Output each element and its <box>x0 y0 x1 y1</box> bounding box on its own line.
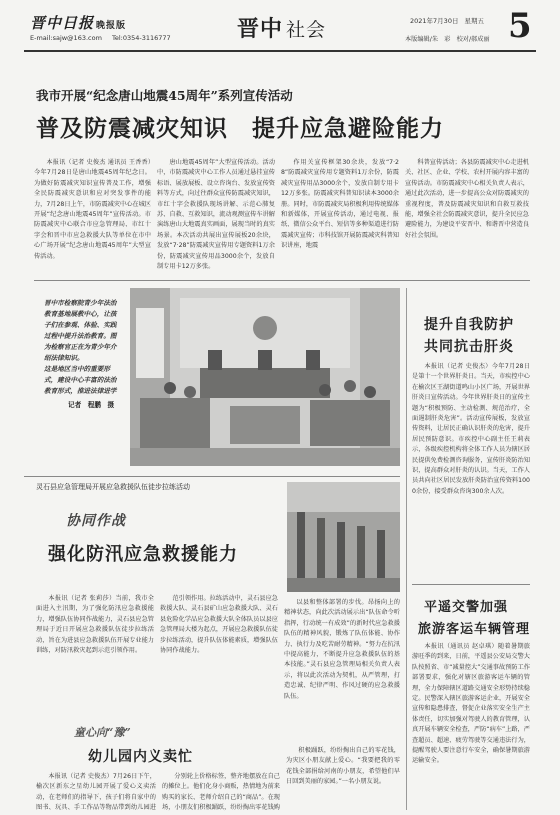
section-title-main: 晋中 <box>237 16 284 42</box>
transport-body <box>412 642 530 812</box>
page-number-text: 5 <box>508 6 532 46</box>
email-text: E-mail:sajw@163.com <box>30 34 102 42</box>
lead-column-2 <box>157 158 275 272</box>
hepatitis-body <box>412 362 530 544</box>
kindergarten-column-2-text: 分别轮上价格标签，整齐地摆放在自己的摊位上。他们化身小商贩，热情地为前来购买的家长、老师介绍自己的“商品”。在现场，小朋友们积极踊跃，纷纷掏出零花钱购 <box>162 773 280 812</box>
transport-body-text: 本报讯（通讯员 赵卓琪）随着暑期旅游旺季的到来，日前，平遥县公安局交警大队按照省、市“减量控大”交通事故预防工作部署要求，强化对辖区旅游客运车辆的管理，全力保障辖区道路交通安全形势持续稳定。民警深入辖区旅游客运企业，开展安全宣传和隐患排查，督促企业落实安全生产主体责任，切实加强对驾驶人的教育管理，认真开展车辆安全检查，严防“病车”上路，严查超员、超速、疲劳驾驶等交通违法行为，提醒驾驶人要注意行车安全，确保暑期旅游运输安全。 <box>412 643 530 765</box>
courtroom-photo-illustration <box>130 288 400 466</box>
contact-line <box>30 34 171 42</box>
lead-column-4-text: 科普宣传活动；各县防震减灾中心走进机关、社区、企业、学校、农村开展内容丰富的宣传活动。市防震减灾中心相关负责人表示，通过此次活动，进一步提高公众对防震减灾的重视程度，普及防震减灾知识和自救互救技能，增强全社会防震减灾意识，提升全民应急避险能力，为建设平安晋中、和谐晋中营造良好社会氛围。 <box>405 159 529 239</box>
flood-column-2-text: 范引领作用。拉练活动中，灵石县应急救援大队、灵石县矿山应急救援大队、灵石县危险化学品应急救援大队全体队员以县应急管理局大楼为起点，开展应急救援队伍徒步拉练活动，提升队伍体能素质，增强队伍协同作战能力。 <box>160 595 278 655</box>
date-line <box>410 16 484 25</box>
masthead-rule <box>24 50 536 52</box>
hepatitis-body-text: 本报讯（记者 史俊杰）今年7月28日是第十一个世界肝炎日。当天，市疾控中心在榆次区王湖街道鸣山小区广场，开展世界肝炎日宣传活动。今年世界肝炎日的宣传主题为“积极预防、主动检测、规范治疗，全面遏制肝炎危害”。活动宣传展板，发放宣传资料，让居民正确认识肝炎的危害，提升居民预防意识。市疾控中心副主任王莉表示，各级疾控机构将全体工作人员为辖区居民提供免费检测咨询服务，宣传肝炎防治知识，提高群众对肝炎的认识。当天，工作人员共向社区居民发放肝炎防治宣传资料1000余份，接受群众咨询300余人次。 <box>412 363 530 495</box>
kindergarten-column-2 <box>162 772 280 812</box>
kindergarten-column-1-text: 本报讯（记者 史俊杰）7月26日下午，榆次区新东之星幼儿园开展了爱心义卖活动，在老师们的指导下，孩子们将自家中的图书、玩具、手工作品等物品带到幼儿园进 <box>36 773 156 812</box>
flood-photo-caption: 灵石县应急管理局开展应急救援队伍徒步拉练活动 <box>36 483 190 491</box>
weekday-text: 星期五 <box>464 17 485 25</box>
edition-label: 晚报版 <box>96 21 127 31</box>
photo-caption-text-2: 这是地区当中的重要形式，建设中心丰富的法治教育形式，推进法律进学 <box>44 365 117 395</box>
flood-column-2 <box>160 594 278 766</box>
flood-column-1-text: 本报讯（记者 张莉莎）当前，我市全面进入主汛期，为了强化防汛应急救援能力，增强队伍协同作战能力，灵石县应急管理局于近日开展应急救援队伍徒步拉练活动，旨在为进县应急救援队伍开展专业能力训练，对防汛救灾起到示范引领作用。 <box>36 595 154 655</box>
paper-logo <box>30 12 126 33</box>
photo-caption-box <box>44 298 122 458</box>
lead-kicker: 我市开展“纪念唐山地震45周年”系列宣传活动 <box>36 88 293 103</box>
editors-line <box>405 34 490 43</box>
lead-column-2-text: 唐山地震45周年”大型宣传活动。活动中，市防震减灾中心工作人员通过悬挂宣传标语、展放展板、设立咨询台、发放宣传资料等方式，向过往群众宣传防震减灾知识，市红十字会救援队现场讲解、示范心肺复苏、自救、互救知识，流动观测宣传车讲解演练唐山大地震真实画面，展现当时的真实场景。本次活动共展出宣传展板20余块，发放“7·28”防震减灾宣传用专题资料1万余份，防震减灾宣传用品3000余个，发放自制专用卡12万多张。 <box>157 159 275 271</box>
right-section-rule <box>412 584 530 585</box>
transport-headline-2: 旅游客运车辆管理 <box>418 622 531 637</box>
hepatitis-headline-1: 提升自我防护 <box>424 317 514 333</box>
hepatitis-headline-2: 共同抗击肝炎 <box>424 339 514 355</box>
editors-text: 本版编辑/朱 彩 校对/郝成丽 <box>405 36 490 43</box>
lead-column-4 <box>405 158 529 272</box>
section-title-sub: 社会 <box>286 19 327 41</box>
flood-kicker: 协同作战 <box>66 513 126 529</box>
courtroom-photo <box>130 288 400 466</box>
kindergarten-column-3-text: 积极踊跃，纷纷掏出自己的零花钱，为灾区小朋友献上爱心。“我要把我的零花钱全部捐给河南的小朋友，希望他们早日回到美丽的家园。”一名小朋友说。 <box>286 747 400 786</box>
page-number <box>508 6 532 46</box>
lead-column-3 <box>281 158 399 272</box>
right-column-divider <box>406 288 407 810</box>
masthead <box>0 0 560 66</box>
flood-photo-illustration <box>287 482 400 592</box>
flood-column-3-text: 以县和整体部署的步伐。昂扬向上的精神状态，向此次活动展示出“队伍命令听指挥，行动统一有成效”的新时代应急救援队伍的精神风貌，锻炼了队伍体能、协作力、执行力及吃苦耐劳精神。“努力在抗汛中提高能力，不断提升应急救援队伍的基本技能。”灵石县应急管理局相关负责人表示，将以此次活动为契机，从严管理，打造忠诚、纪律严明、作风过硬的应急救援队伍。 <box>284 599 400 700</box>
tel-text: Tel:0354-3116777 <box>112 34 171 42</box>
lead-headline: 普及防震减灾知识 提升应急避险能力 <box>36 115 444 142</box>
lead-column-3-text: 作用关宣传框架30余块，发放“7·28”防震减灾宣传用专题资料1万余份，防震减灾宣传用品3000余个，发放自制专用卡12万多张。防震减灾科普知识读本3000余册。同时，市防震减灾局积极利用传统媒体和新媒体，开展宣传活动，通过电视、报纸、微信公众平台、短信等多种渠道进行防震减灾宣传；市科技馆开展防震减灾科普知识讲座，地震 <box>281 159 399 250</box>
kindergarten-column-1 <box>36 772 156 812</box>
lead-column-1 <box>34 158 151 272</box>
kindergarten-column-3 <box>286 746 400 812</box>
date-text: 2021年7月30日 <box>410 17 459 25</box>
left-section-rule <box>24 476 400 477</box>
kindergarten-kicker: 童心向“豫” <box>74 726 131 739</box>
paper-logo-text: 晋中日报 <box>30 14 95 32</box>
transport-headline-1: 平遥交警加强 <box>424 600 509 615</box>
flood-column-3 <box>284 598 400 766</box>
photo-credit: 记者 程鹏 摄 <box>68 401 115 409</box>
flood-headline: 强化防汛应急救援能力 <box>48 544 238 565</box>
kindergarten-headline: 幼儿园内义卖忙 <box>88 749 193 765</box>
lead-bottom-rule <box>34 280 530 281</box>
photo-caption-text-1: 晋中市检察院青少年法治教育基地展教中心，让孩子们在参观、体验、实践过程中提升法治教育。图为检察官正在为青少年介绍法律知识。 <box>44 299 117 362</box>
lead-column-1-text: 本报讯（记者 史俊杰 通讯员 王香香）今年7月28日是唐山地震45周年纪念日。为做好防震减灾知识宣传普及工作，增强全民防震减灾意识和应对突发事件的能力，7月28日上午，市防震减灾中心在城区开展“纪念唐山地震45周年”宣传活动。市防震减灾中心联合市应急管理局、市红十字会和晋中市应急救援大队等单位在市中心广场开展“纪念唐山地震45周年”大型宣传活动。 <box>34 159 151 260</box>
flood-column-1 <box>36 594 154 766</box>
section-title <box>237 12 326 43</box>
flood-photo <box>287 482 400 592</box>
